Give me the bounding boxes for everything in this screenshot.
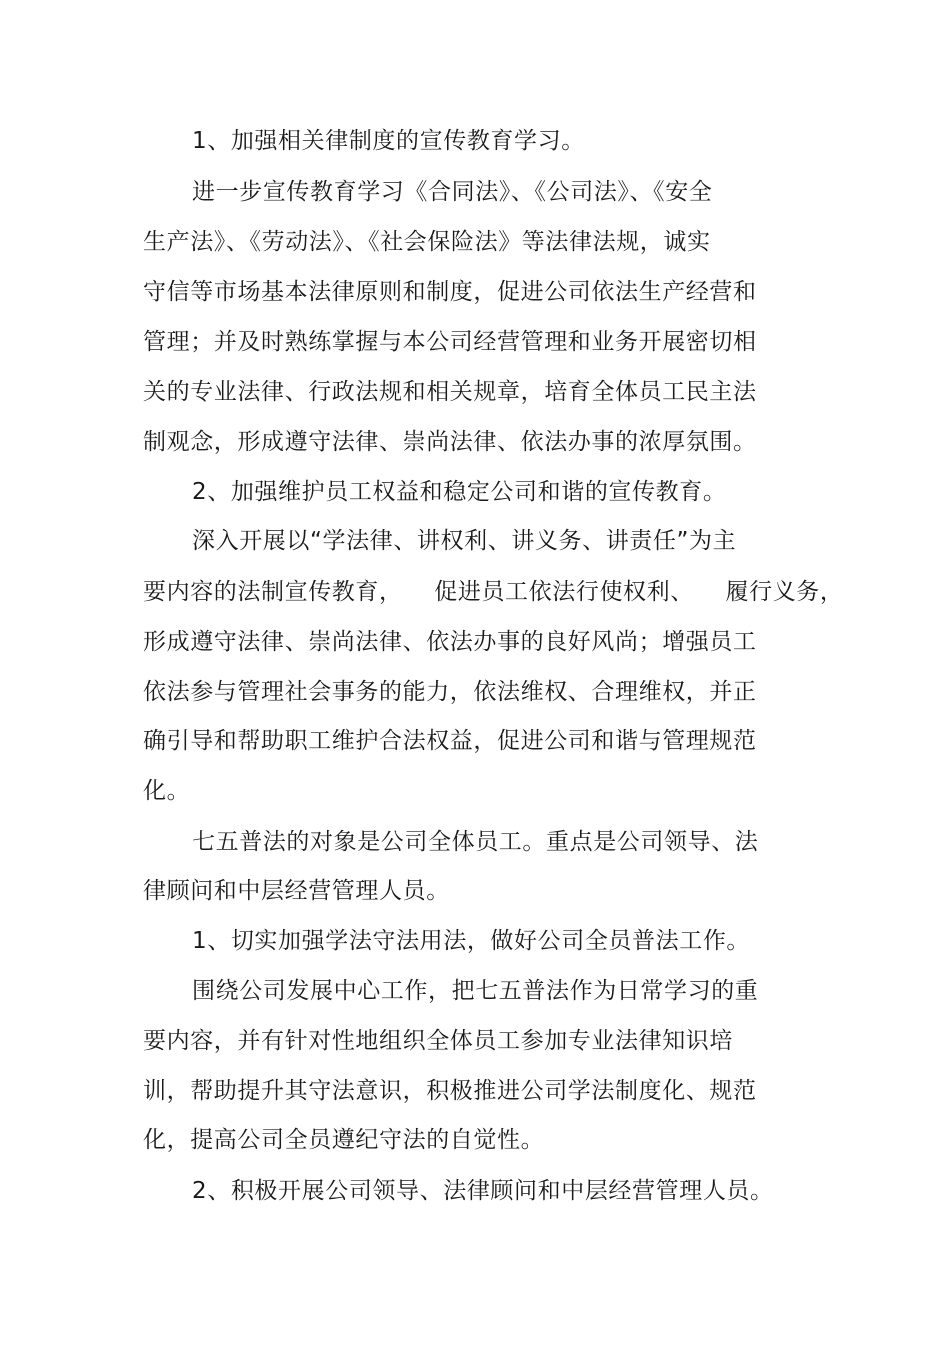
paragraph-line: 律顾问和中层经营管理人员。 bbox=[143, 878, 450, 904]
paragraph-line: 形成遵守法律、崇尚法律、依法办事的良好风尚；增强员工 bbox=[143, 629, 757, 655]
paragraph-line: 关的专业法律、行政法规和相关规章，培育全体员工民主法 bbox=[143, 379, 757, 405]
paragraph-line: 生产法》、《劳动法》、《社会保险法》等法律法规，诚实 bbox=[143, 229, 711, 255]
paragraph-line: 化。 bbox=[143, 778, 191, 804]
paragraph-line: 制观念，形成遵守法律、崇尚法律、依法办事的浓厚氛围。 bbox=[143, 429, 757, 455]
paragraph-line: 七五普法的对象是公司全体员工。重点是公司领导、法 bbox=[192, 829, 759, 855]
paragraph-line: 确引导和帮助职工维护合法权益，促进公司和谐与管理规范 bbox=[143, 728, 757, 754]
heading-item-2b: 2、积极开展公司领导、法律顾问和中层经营管理人员。 bbox=[192, 1178, 774, 1204]
paragraph-line: 深入开展以“学法律、讲权利、讲义务、讲责任”为主 bbox=[192, 528, 737, 554]
paragraph-line: 守信等市场基本法律原则和制度，促进公司依法生产经营和 bbox=[143, 279, 757, 305]
paragraph-line: 管理；并及时熟练掌握与本公司经营管理和业务开展密切相 bbox=[143, 329, 757, 355]
paragraph-line: 训，帮助提升其守法意识，积极推进公司学法制度化、规范 bbox=[143, 1078, 757, 1104]
paragraph-line: 化，提高公司全员遵纪守法的自觉性。 bbox=[143, 1127, 545, 1153]
heading-item-1b: 1、切实加强学法守法用法，做好公司全员普法工作。 bbox=[192, 928, 751, 954]
paragraph-line: 要内容的法制宣传教育， 促进员工依法行使权利、 履行义务， bbox=[143, 579, 844, 605]
paragraph-line: 要内容，并有针对性地组织全体员工参加专业法律知识培 bbox=[143, 1028, 733, 1054]
heading-item-2: 2、加强维护员工权益和稳定公司和谐的宣传教育。 bbox=[192, 479, 727, 505]
heading-item-1: 1、加强相关律制度的宣传教育学习。 bbox=[192, 128, 585, 154]
paragraph-line: 依法参与管理社会事务的能力，依法维权、合理维权，并正 bbox=[143, 679, 757, 705]
paragraph-line: 进一步宣传教育学习《合同法》、《公司法》、《安全 bbox=[192, 179, 713, 205]
paragraph-line: 围绕公司发展中心工作，把七五普法作为日常学习的重 bbox=[192, 978, 759, 1004]
